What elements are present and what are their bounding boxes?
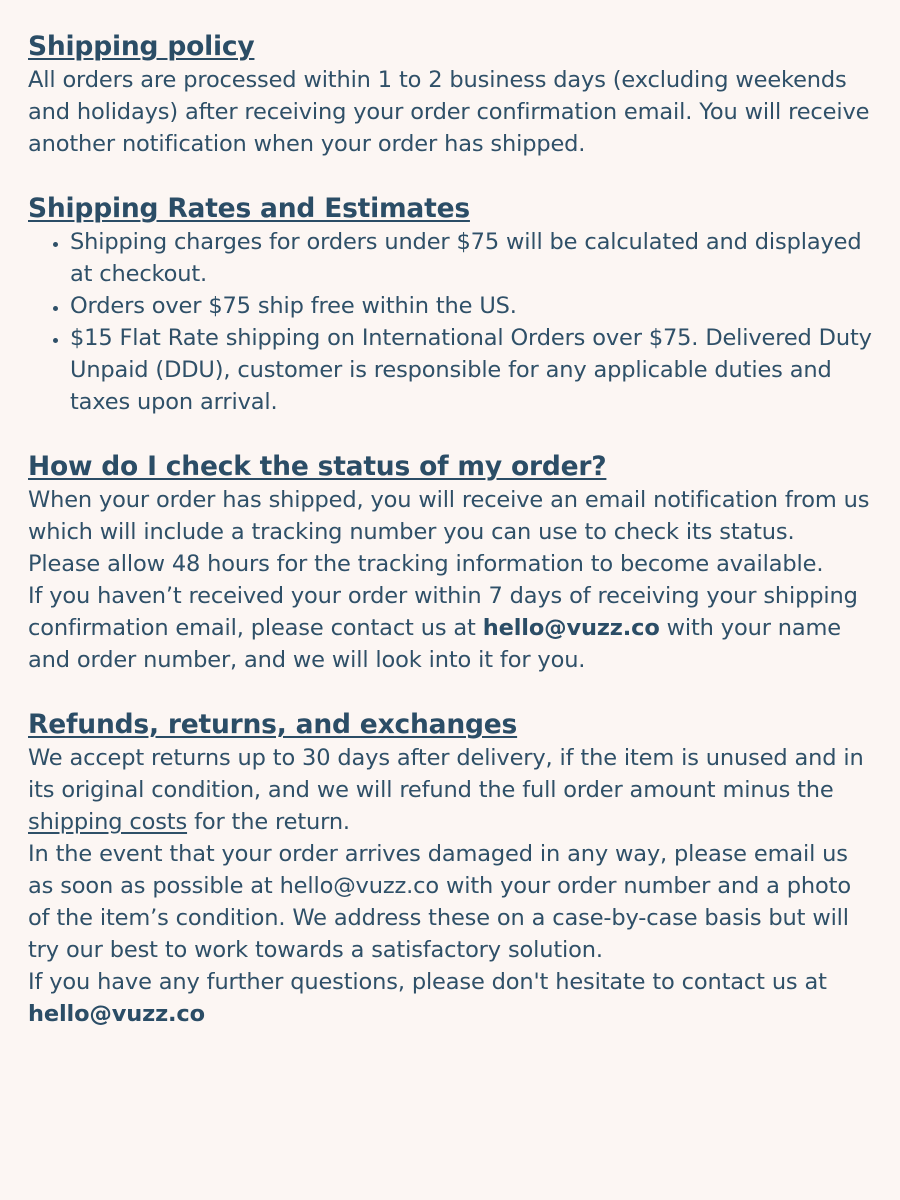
refunds-section <box>28 708 872 1030</box>
order-status-paragraph-1: When your order has shipped, you will receive an email notification from us which will include a tracking number you can use to check its status. Please allow 48 hours for the tracking information to become available. <box>28 487 870 577</box>
shipping-rates-list <box>28 226 872 418</box>
shipping-policy-heading: Shipping policy <box>28 31 255 62</box>
refunds-text-after: for the return. <box>187 809 350 835</box>
list-item: • Orders over $75 ship free within the US. <box>70 290 872 322</box>
refunds-contact-text: If you have any further questions, please don't hesitate to contact us at <box>28 969 827 995</box>
refunds-paragraph-2: In the event that your order arrives damaged in any way, please email us as soon as possible at hello@vuzz.co with your order number and a photo of the item’s condition. We address these on a case-by-case basis but will try our best to work towards a satisfactory solution. <box>28 841 851 963</box>
refunds-paragraph-1 <box>28 742 872 838</box>
list-item: • $15 Flat Rate shipping on International Orders over $75. Delivered Duty Unpaid (DDU), customer is responsible for any applicable duties and taxes upon arrival. <box>70 322 872 418</box>
shipping-policy-section <box>28 30 872 160</box>
order-status-text-before: If you haven’t received your order within 7 days of receiving your shipping confirmation email, please contact us at <box>28 583 858 641</box>
shipping-rates-section <box>28 192 872 418</box>
shipping-rates-heading: Shipping Rates and Estimates <box>28 193 470 224</box>
shipping-policy-paragraph: All orders are processed within 1 to 2 business days (excluding weekends and holidays) after receiving your order confirmation email. You will receive another notification when your order has shipped. <box>28 67 870 157</box>
order-status-text-after: with your name and order number, and we will look into it for you. <box>28 615 841 673</box>
order-status-heading: How do I check the status of my order? <box>28 451 607 482</box>
refunds-heading: Refunds, returns, and exchanges <box>28 709 518 740</box>
contact-email-link[interactable]: hello@vuzz.co <box>28 1001 205 1027</box>
refunds-paragraph-3 <box>28 966 872 1030</box>
refunds-text-before: We accept returns up to 30 days after delivery, if the item is unused and in its original condition, and we will refund the full order amount minus the <box>28 745 864 803</box>
order-status-section <box>28 450 872 676</box>
contact-email-link[interactable]: hello@vuzz.co <box>482 615 660 641</box>
shipping-costs-link[interactable]: shipping costs <box>28 809 188 835</box>
list-item: • Shipping charges for orders under $75 will be calculated and displayed at checkout. <box>70 226 872 290</box>
order-status-paragraph-2 <box>28 580 872 676</box>
